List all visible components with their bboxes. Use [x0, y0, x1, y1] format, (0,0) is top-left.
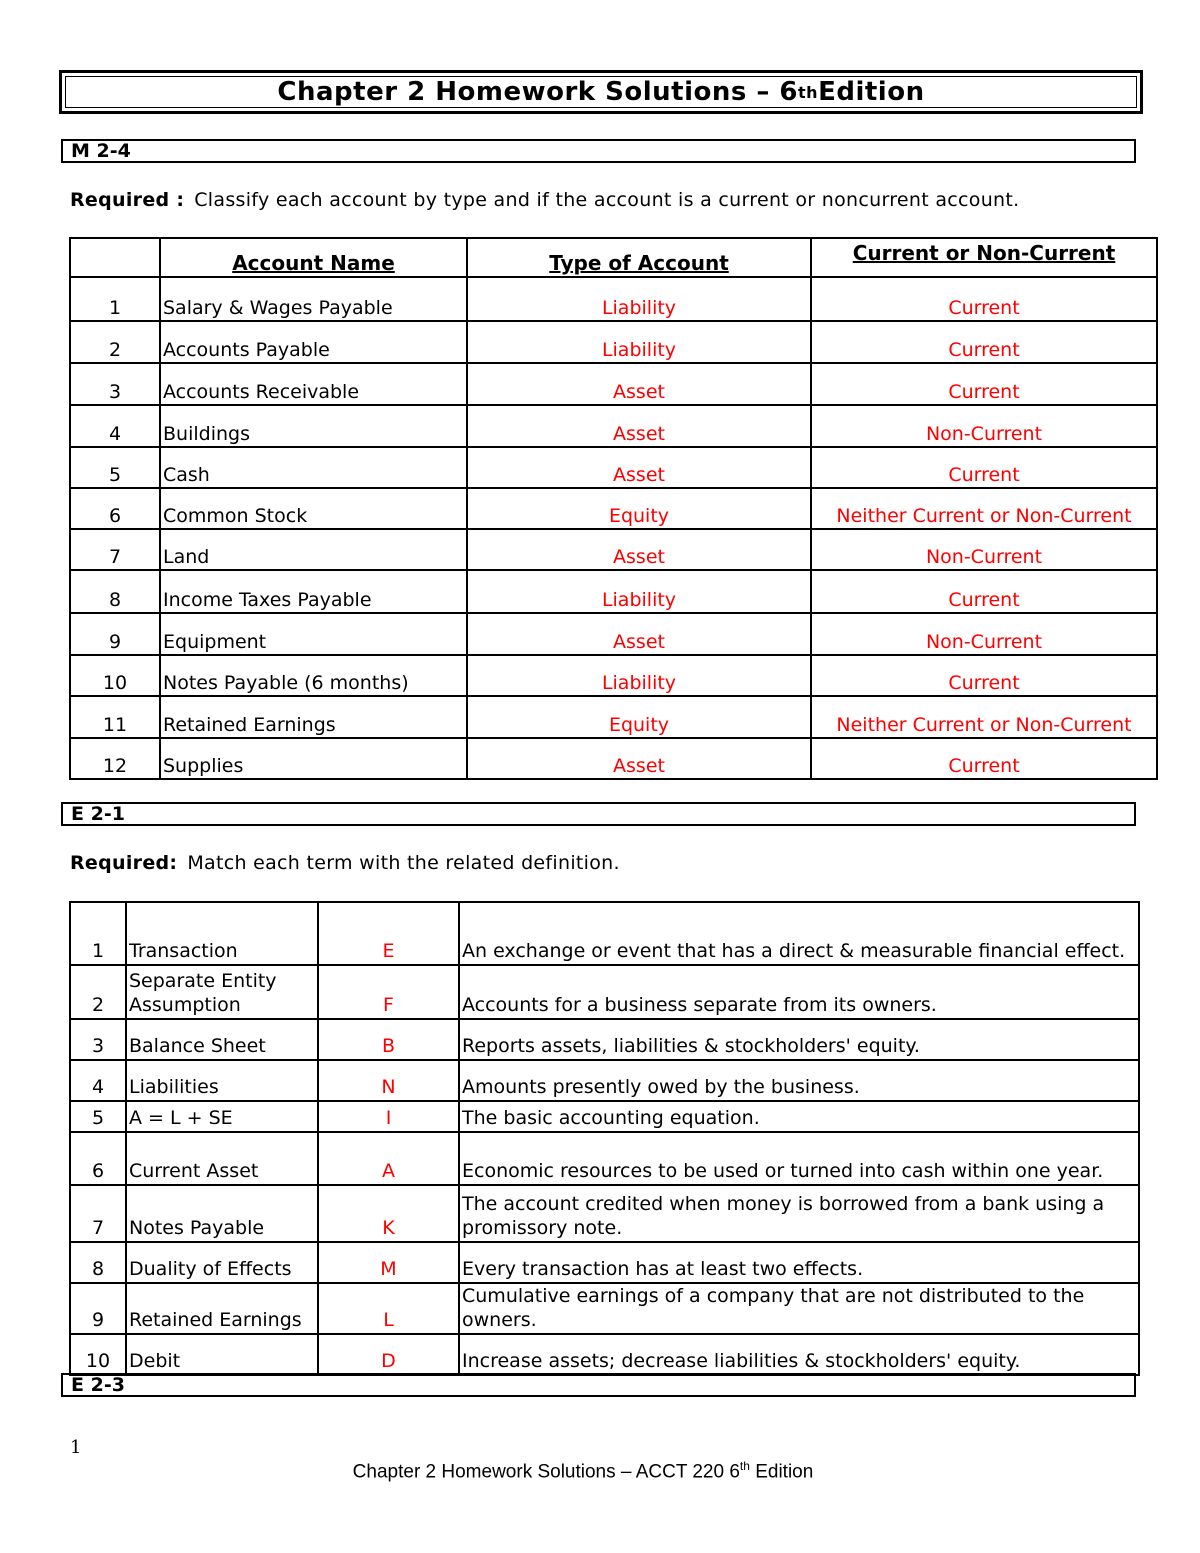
account-name: Retained Earnings [160, 696, 467, 738]
account-type: Asset [467, 363, 811, 405]
matched-letter: I [318, 1101, 459, 1132]
account-name: Land [160, 529, 467, 570]
e21-required [70, 852, 620, 874]
account-type: Liability [467, 655, 811, 696]
page-footer [0, 1459, 1166, 1483]
term-number: 4 [70, 1060, 126, 1101]
current-status: Current [811, 363, 1157, 405]
m24-required [70, 189, 1019, 211]
account-number: 7 [70, 529, 160, 570]
term-name: Debit [126, 1334, 318, 1375]
term-definition: Increase assets; decrease liabilities & stockholders' equity. [459, 1334, 1139, 1375]
account-name: Salary & Wages Payable [160, 277, 467, 321]
term-number: 9 [70, 1283, 126, 1334]
account-type: Equity [467, 696, 811, 738]
title-suffix: Edition [818, 77, 925, 107]
term-number: 6 [70, 1132, 126, 1185]
account-type: Equity [467, 488, 811, 529]
current-status: Current [811, 655, 1157, 696]
table-row [70, 405, 1157, 447]
header-account-name: Account Name [160, 238, 467, 277]
table-row [70, 1019, 1139, 1060]
matched-letter: L [318, 1283, 459, 1334]
term-name: Separate Entity Assumption [126, 965, 318, 1019]
m24-required-text: Classify each account by type and if the account is a current or noncurrent account. [194, 189, 1020, 211]
table-row [70, 655, 1157, 696]
term-number: 3 [70, 1019, 126, 1060]
current-status: Non-Current [811, 529, 1157, 570]
section-header-e23: E 2-3 [61, 1373, 1136, 1397]
account-type: Asset [467, 613, 811, 655]
table-row [70, 696, 1157, 738]
term-definition: The basic accounting equation. [459, 1101, 1139, 1132]
title-sup: th [798, 82, 819, 102]
m24-required-label: Required : [70, 189, 185, 211]
current-status: Non-Current [811, 613, 1157, 655]
term-number: 1 [70, 902, 126, 965]
term-number: 8 [70, 1242, 126, 1283]
account-number: 4 [70, 405, 160, 447]
term-definition: Every transaction has at least two effects. [459, 1242, 1139, 1283]
matched-letter: A [318, 1132, 459, 1185]
account-classification-table [69, 237, 1158, 780]
e21-required-label: Required: [70, 852, 178, 874]
account-number: 9 [70, 613, 160, 655]
account-number: 3 [70, 363, 160, 405]
current-status: Current [811, 277, 1157, 321]
table-row [70, 277, 1157, 321]
footer-main: Chapter 2 Homework Solutions – ACCT 220 6 [352, 1461, 740, 1483]
footer-sup: th [739, 1459, 750, 1473]
table-row [70, 363, 1157, 405]
table-row [70, 529, 1157, 570]
account-number: 11 [70, 696, 160, 738]
account-type: Liability [467, 277, 811, 321]
term-definition: An exchange or event that has a direct & measurable financial effect. [459, 902, 1139, 965]
table-row [70, 1242, 1139, 1283]
page-number: 1 [70, 1437, 82, 1458]
current-status: Current [811, 321, 1157, 363]
account-name: Notes Payable (6 months) [160, 655, 467, 696]
term-name: Current Asset [126, 1132, 318, 1185]
table-row [70, 1185, 1139, 1242]
account-type: Liability [467, 570, 811, 613]
term-number: 2 [70, 965, 126, 1019]
term-number: 5 [70, 1101, 126, 1132]
footer-suffix: Edition [749, 1461, 814, 1483]
current-status: Neither Current or Non-Current [811, 696, 1157, 738]
account-number: 8 [70, 570, 160, 613]
account-type: Asset [467, 738, 811, 779]
term-definition: Economic resources to be used or turned into cash within one year. [459, 1132, 1139, 1185]
current-status: Non-Current [811, 405, 1157, 447]
term-number: 10 [70, 1334, 126, 1375]
table-row [70, 321, 1157, 363]
table-header-row [70, 238, 1157, 277]
account-name: Common Stock [160, 488, 467, 529]
matched-letter: K [318, 1185, 459, 1242]
term-name: Notes Payable [126, 1185, 318, 1242]
table-row [70, 447, 1157, 488]
current-status: Neither Current or Non-Current [811, 488, 1157, 529]
matched-letter: M [318, 1242, 459, 1283]
table-row [70, 1283, 1139, 1334]
term-name: Duality of Effects [126, 1242, 318, 1283]
account-number: 1 [70, 277, 160, 321]
e21-required-text: Match each term with the related definition. [187, 852, 620, 874]
term-name: A = L + SE [126, 1101, 318, 1132]
matched-letter: B [318, 1019, 459, 1060]
term-name: Liabilities [126, 1060, 318, 1101]
table-row [70, 738, 1157, 779]
term-definition: Reports assets, liabilities & stockholders' equity. [459, 1019, 1139, 1060]
term-definition: The account credited when money is borrowed from a bank using a promissory note. [459, 1185, 1139, 1242]
matched-letter: F [318, 965, 459, 1019]
account-name: Income Taxes Payable [160, 570, 467, 613]
term-name: Transaction [126, 902, 318, 965]
table-row [70, 1132, 1139, 1185]
matched-letter: N [318, 1060, 459, 1101]
section-header-e21: E 2-1 [61, 802, 1136, 826]
section-header-m24: M 2-4 [61, 139, 1136, 163]
header-blank [70, 238, 160, 277]
account-name: Accounts Receivable [160, 363, 467, 405]
current-status: Current [811, 447, 1157, 488]
account-type: Asset [467, 447, 811, 488]
current-status: Current [811, 738, 1157, 779]
account-number: 5 [70, 447, 160, 488]
table-row [70, 488, 1157, 529]
header-type-of-account: Type of Account [467, 238, 811, 277]
table-row [70, 613, 1157, 655]
table-row [70, 1101, 1139, 1132]
title-main: Chapter 2 Homework Solutions – 6 [277, 77, 799, 107]
table-row [70, 1334, 1139, 1375]
account-name: Accounts Payable [160, 321, 467, 363]
term-name: Retained Earnings [126, 1283, 318, 1334]
account-name: Equipment [160, 613, 467, 655]
term-definition-table [69, 901, 1140, 1376]
account-type: Liability [467, 321, 811, 363]
matched-letter: D [318, 1334, 459, 1375]
term-definition: Amounts presently owed by the business. [459, 1060, 1139, 1101]
account-number: 6 [70, 488, 160, 529]
account-type: Asset [467, 529, 811, 570]
term-number: 7 [70, 1185, 126, 1242]
current-status: Current [811, 570, 1157, 613]
term-definition: Accounts for a business separate from its owners. [459, 965, 1139, 1019]
header-current-noncurrent: Current or Non-Current [811, 238, 1157, 277]
term-name: Balance Sheet [126, 1019, 318, 1060]
account-name: Cash [160, 447, 467, 488]
account-type: Asset [467, 405, 811, 447]
account-name: Buildings [160, 405, 467, 447]
table-row [70, 570, 1157, 613]
table-row [70, 902, 1139, 965]
matched-letter: E [318, 902, 459, 965]
account-number: 12 [70, 738, 160, 779]
account-name: Supplies [160, 738, 467, 779]
account-number: 10 [70, 655, 160, 696]
table-row [70, 965, 1139, 1019]
account-number: 2 [70, 321, 160, 363]
table-row [70, 1060, 1139, 1101]
page-title [59, 70, 1143, 114]
term-definition: Cumulative earnings of a company that are not distributed to the owners. [459, 1283, 1139, 1334]
